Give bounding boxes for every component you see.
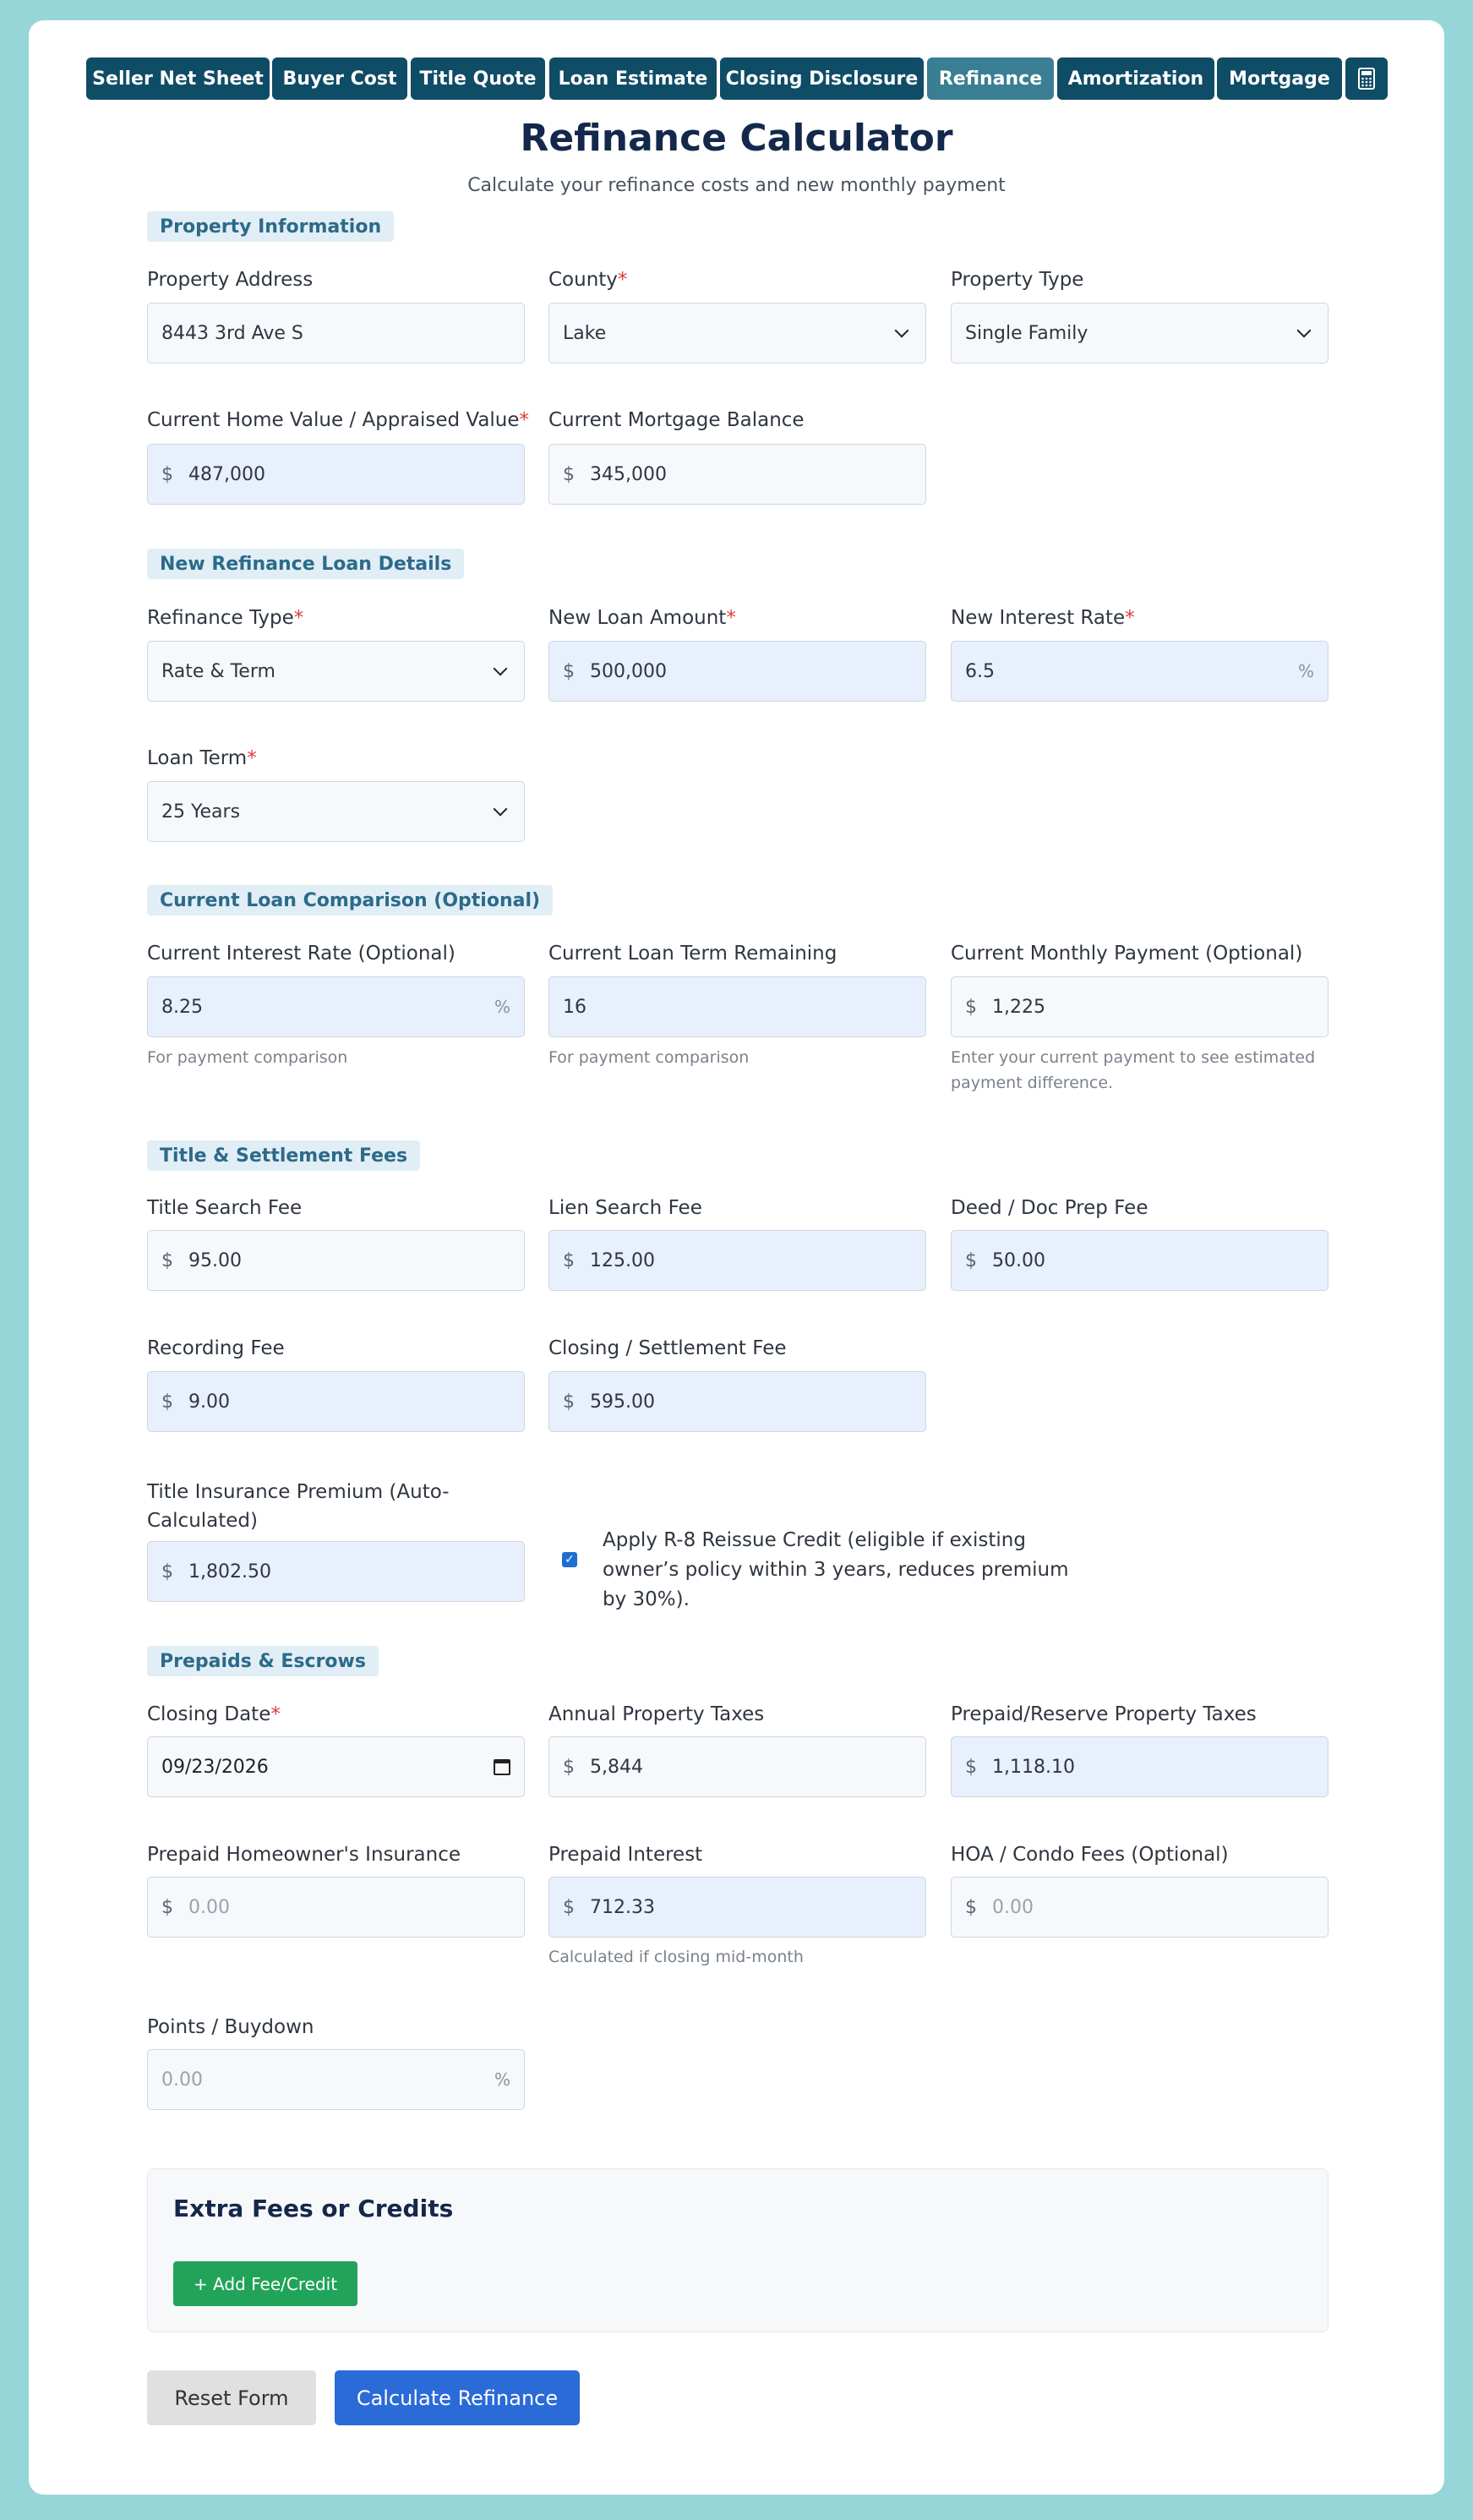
prepaid-interest-label: Prepaid Interest <box>548 1844 703 1866</box>
dollar-sign: $ <box>965 1896 977 1918</box>
tab-closing-disclosure[interactable]: Closing Disclosure <box>720 57 924 100</box>
prepaid-property-taxes-input[interactable] <box>951 1736 1328 1797</box>
recording-fee-label: Recording Fee <box>147 1337 285 1359</box>
dollar-sign: $ <box>563 463 575 485</box>
title-insurance-premium-label: Title Insurance Premium (Auto- Calculated) <box>147 1481 450 1532</box>
prepaid-interest-hint: Calculated if closing mid-month <box>548 1948 804 1966</box>
title-insurance-premium-input[interactable] <box>147 1541 525 1602</box>
closing-date-label: Closing Date* <box>147 1703 281 1725</box>
property-address-value: 8443 3rd Ave S <box>161 322 303 344</box>
hoa-fees-label: HOA / Condo Fees (Optional) <box>951 1844 1229 1866</box>
deed-doc-prep-fee-label: Deed / Doc Prep Fee <box>951 1197 1148 1219</box>
loan-term-label: Loan Term* <box>147 747 257 769</box>
current-term-remaining-hint: For payment comparison <box>548 1048 750 1067</box>
tab-buyer-cost[interactable]: Buyer Cost <box>272 57 407 100</box>
home-value-label: Current Home Value / Appraised Value* <box>147 409 530 431</box>
calculator-icon <box>1357 67 1376 90</box>
chevron-down-icon <box>1297 324 1312 338</box>
dollar-sign: $ <box>161 1249 173 1271</box>
title-search-fee-label: Title Search Fee <box>147 1197 303 1219</box>
title-search-fee-input[interactable] <box>147 1230 525 1291</box>
chevron-down-icon <box>494 802 508 817</box>
dollar-sign: $ <box>161 463 173 485</box>
tab-seller-net-sheet[interactable]: Seller Net Sheet <box>86 57 270 100</box>
percent-sign: % <box>494 2069 510 2090</box>
section-title-settlement-fees: Title & Settlement Fees <box>147 1140 420 1171</box>
recording-fee-value: 9.00 <box>188 1391 230 1413</box>
calculate-refinance-button[interactable]: Calculate Refinance <box>335 2370 580 2425</box>
chevron-down-icon <box>494 662 508 676</box>
points-buydown-placeholder: 0.00 <box>161 2069 203 2091</box>
title-insurance-premium-value: 1,802.50 <box>188 1561 271 1583</box>
section-current-loan-comparison: Current Loan Comparison (Optional) <box>147 885 553 916</box>
prepaid-interest-value: 712.33 <box>590 1896 655 1918</box>
home-value-input[interactable] <box>147 444 525 505</box>
section-property-information: Property Information <box>147 211 394 242</box>
dollar-sign: $ <box>161 1896 173 1918</box>
points-buydown-input[interactable] <box>147 2049 525 2110</box>
extra-fees-title: Extra Fees or Credits <box>173 2195 454 2222</box>
tab-loan-estimate[interactable]: Loan Estimate <box>549 57 717 100</box>
dollar-sign: $ <box>563 660 575 682</box>
dollar-sign: $ <box>563 1896 575 1918</box>
current-interest-rate-value: 8.25 <box>161 996 203 1018</box>
current-interest-rate-input[interactable] <box>147 976 525 1037</box>
points-buydown-label: Points / Buydown <box>147 2016 314 2038</box>
loan-term-select[interactable] <box>147 781 525 842</box>
section-new-refinance-loan: New Refinance Loan Details <box>147 549 464 579</box>
prepaid-insurance-placeholder: 0.00 <box>188 1896 230 1918</box>
recording-fee-input[interactable] <box>147 1371 525 1432</box>
prepaid-insurance-label: Prepaid Homeowner's Insurance <box>147 1844 461 1866</box>
reissue-credit-checkbox[interactable]: ✓ <box>562 1552 577 1567</box>
county-select[interactable] <box>548 303 926 364</box>
new-interest-rate-label: New Interest Rate* <box>951 607 1135 629</box>
new-loan-amount-value: 500,000 <box>590 660 667 682</box>
lien-search-fee-input[interactable] <box>548 1230 926 1291</box>
closing-settlement-fee-input[interactable] <box>548 1371 926 1432</box>
reset-form-button[interactable]: Reset Form <box>147 2370 316 2425</box>
percent-sign: % <box>1297 661 1314 681</box>
current-term-remaining-input[interactable] <box>548 976 926 1037</box>
current-monthly-payment-input[interactable] <box>951 976 1328 1037</box>
page-title: Refinance Calculator <box>520 117 953 160</box>
prepaid-interest-input[interactable] <box>548 1877 926 1938</box>
current-monthly-payment-label: Current Monthly Payment (Optional) <box>951 943 1303 965</box>
new-interest-rate-input[interactable] <box>951 641 1328 702</box>
dollar-sign: $ <box>563 1249 575 1271</box>
add-fee-credit-button[interactable]: + Add Fee/Credit <box>173 2261 357 2306</box>
dollar-sign: $ <box>563 1756 575 1778</box>
dollar-sign: $ <box>965 996 977 1018</box>
dollar-sign: $ <box>161 1391 173 1413</box>
new-interest-rate-value: 6.5 <box>965 660 995 682</box>
closing-date-value: 09/23/2026 <box>161 1756 269 1778</box>
mortgage-balance-value: 345,000 <box>590 463 667 485</box>
percent-sign: % <box>494 997 510 1017</box>
extra-fees-panel <box>147 2168 1328 2332</box>
tab-title-quote[interactable]: Title Quote <box>411 57 545 100</box>
tab-mortgage[interactable]: Mortgage <box>1217 57 1342 100</box>
prepaid-property-taxes-label: Prepaid/Reserve Property Taxes <box>951 1703 1257 1725</box>
closing-date-input[interactable] <box>147 1736 525 1797</box>
annual-property-taxes-label: Annual Property Taxes <box>548 1703 765 1725</box>
loan-term-value: 25 Years <box>161 801 241 823</box>
dollar-sign: $ <box>563 1391 575 1413</box>
tab-amortization[interactable]: Amortization <box>1057 57 1214 100</box>
property-type-label: Property Type <box>951 269 1084 291</box>
current-interest-rate-label: Current Interest Rate (Optional) <box>147 943 456 965</box>
new-loan-amount-input[interactable] <box>548 641 926 702</box>
property-address-label: Property Address <box>147 269 314 291</box>
refinance-type-select[interactable] <box>147 641 525 702</box>
hoa-fees-input[interactable] <box>951 1877 1328 1938</box>
current-term-remaining-value: 16 <box>563 996 586 1018</box>
home-value-value: 487,000 <box>188 463 265 485</box>
refinance-type-label: Refinance Type* <box>147 607 304 629</box>
property-address-input[interactable] <box>147 303 525 364</box>
annual-property-taxes-value: 5,844 <box>590 1756 643 1778</box>
dollar-sign: $ <box>161 1561 173 1583</box>
title-search-fee-value: 95.00 <box>188 1249 242 1271</box>
mortgage-balance-label: Current Mortgage Balance <box>548 409 805 431</box>
prepaid-property-taxes-value: 1,118.10 <box>992 1756 1075 1778</box>
county-value: Lake <box>563 322 607 344</box>
prepaid-insurance-input[interactable] <box>147 1877 525 1938</box>
deed-doc-prep-fee-input[interactable] <box>951 1230 1328 1291</box>
current-interest-rate-hint: For payment comparison <box>147 1048 348 1067</box>
property-type-value: Single Family <box>965 322 1088 344</box>
refinance-type-value: Rate & Term <box>161 660 276 682</box>
lien-search-fee-label: Lien Search Fee <box>548 1197 702 1219</box>
tab-refinance[interactable]: Refinance <box>927 57 1054 100</box>
annual-property-taxes-input[interactable] <box>548 1736 926 1797</box>
hoa-fees-placeholder: 0.00 <box>992 1896 1034 1918</box>
tab-calculator[interactable] <box>1345 57 1388 100</box>
lien-search-fee-value: 125.00 <box>590 1249 655 1271</box>
property-type-select[interactable] <box>951 303 1328 364</box>
page-subtitle: Calculate your refinance costs and new monthly payment <box>467 175 1006 196</box>
section-prepaids-escrows: Prepaids & Escrows <box>147 1646 379 1676</box>
closing-settlement-fee-value: 595.00 <box>590 1391 655 1413</box>
current-monthly-payment-value: 1,225 <box>992 996 1045 1018</box>
dollar-sign: $ <box>965 1249 977 1271</box>
deed-doc-prep-fee-value: 50.00 <box>992 1249 1045 1271</box>
county-label: County* <box>548 269 628 291</box>
closing-settlement-fee-label: Closing / Settlement Fee <box>548 1337 787 1359</box>
mortgage-balance-input[interactable] <box>548 444 926 505</box>
current-monthly-payment-hint: Enter your current payment to see estimated payment difference. <box>951 1048 1316 1092</box>
new-loan-amount-label: New Loan Amount* <box>548 607 736 629</box>
dollar-sign: $ <box>965 1756 977 1778</box>
current-term-remaining-label: Current Loan Term Remaining <box>548 943 837 965</box>
reissue-credit-label: Apply R-8 Reissue Credit (eligible if existing owner’s policy within 3 years, reduces premium by 30%). <box>603 1529 1069 1610</box>
calendar-icon[interactable] <box>494 1759 510 1775</box>
chevron-down-icon <box>895 324 909 338</box>
